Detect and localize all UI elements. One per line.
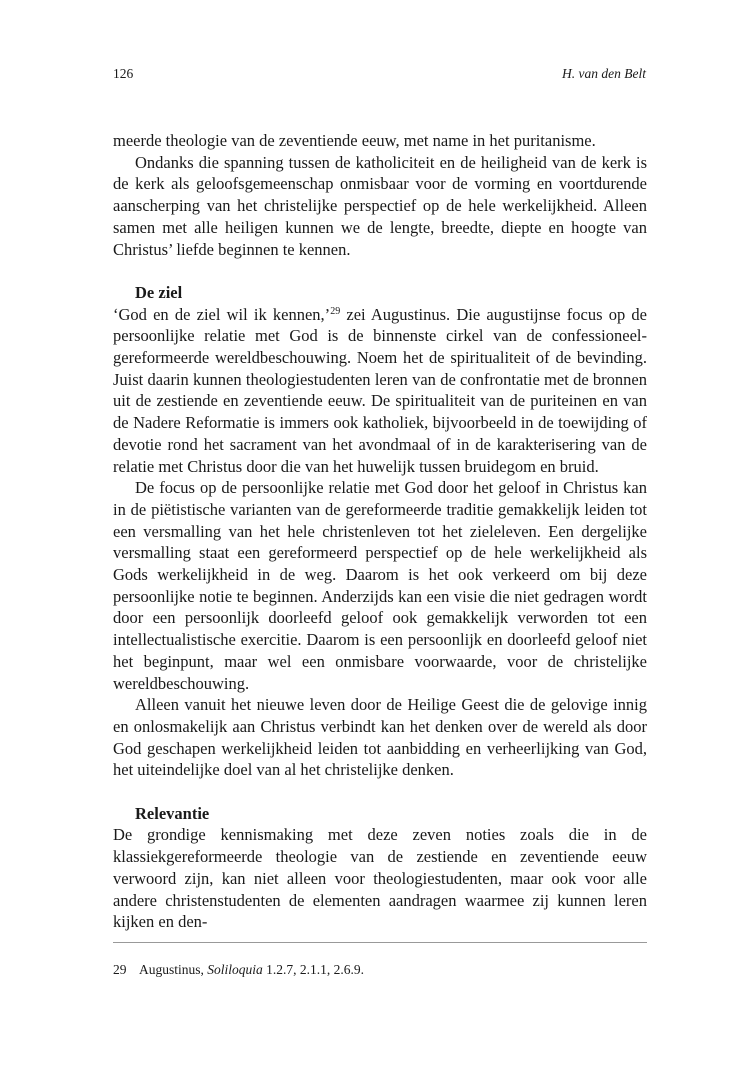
body-text <box>113 130 647 933</box>
footnote-refs: 1.2.7, 2.1.1, 2.6.9. <box>262 962 365 977</box>
footnote-rule <box>113 942 647 943</box>
section-heading: De ziel <box>135 282 183 302</box>
footnote <box>113 961 364 979</box>
paragraph: Ondanks die spanning tussen de katholiciteit en de heiligheid van de kerk is de kerk als geloofsgemeenschap onmisbaar voor de vorming en voortdurende aanscherping van het christelijke perspectief op de hele werkelijkheid. Alleen samen met alle heiligen kunnen we de lengte, breedte, diepte en hoogte van Christus’ liefde beginnen te kennen. <box>113 152 647 259</box>
running-head: H. van den Belt <box>562 66 646 81</box>
paragraph <box>113 304 647 478</box>
paragraph: meerde theologie van de zeventiende eeuw, met name in het puritanisme. <box>113 131 596 150</box>
paragraph-text: ‘God en de ziel wil ik kennen,’ <box>113 304 331 324</box>
footnote-marker[interactable]: 29 <box>330 305 341 317</box>
paragraph-text: zei Augustinus. Die augustijnse focus op de persoonlijke relatie met God is de binnenste cirkel van de confessioneel-gereformeerde wereldbeschouwing. Noem het de spiritualiteit of de bevinding. Juist daarin kunnen theologiestudenten leren van de confrontatie met de bronnen uit de zestiende en zeventiende eeuw. De spiritualiteit van de puriteinen en van de Nadere Reformatie is immers ook katholiek, bijvoorbeeld in de toewijding of devotie rond het sacrament van het avondmaal of in de karakterisering van de relatie met Christus door die van het huwelijk tussen bruidegom en bruid. <box>113 304 647 476</box>
paragraph: De grondige kennismaking met deze zeven noties zoals die in de klassiekgereformeerde theologie van de zestiende en zeventiende eeuw verwoord zijn, kan niet alleen voor theologiestudenten, maar ook voor alle andere christenstudenten de elementen aandragen waarmee zij kunnen leren kijken en den- <box>113 825 647 932</box>
footnote-author: Augustinus, <box>139 962 208 977</box>
paragraph: Alleen vanuit het nieuwe leven door de Heilige Geest die de gelovige innig en onlosmakelijk aan Christus verbindt kan het denken over de wereld als door God geschapen werkelijkheid leiden tot aanbidding en verheerlijking van God, het uiteindelijke doel van al het christelijke denken. <box>113 695 647 780</box>
page-number: 126 <box>113 66 134 81</box>
footnote-title: Soliloquia <box>207 962 263 977</box>
paragraph: De focus op de persoonlijke relatie met God door het geloof in Christus kan in de piëtistische varianten van de gereformeerde traditie gemakkelijk leiden tot een versmalling van het hele christenleven tot het zieleleven. Een dergelijke versmalling staat een gereformeerd perspectief op de hele werkelijkheid als Gods werkelijkheid in de weg. Daarom is het ook verkeerd om bij deze persoonlijke notie te beginnen. Anderzijds kan een visie die niet gedragen wordt door een persoonlijk doorleefd geloof ook gemakkelijk verworden tot een intellectualistische exercitie. Daarom is een persoonlijk en doorleefd geloof niet het beginpunt, maar wel een onmisbare voorwaarde, voor de christelijke wereldbeschouwing. <box>113 478 647 693</box>
section-heading: Relevantie <box>135 803 210 823</box>
footnote-number: 29 <box>113 962 127 977</box>
